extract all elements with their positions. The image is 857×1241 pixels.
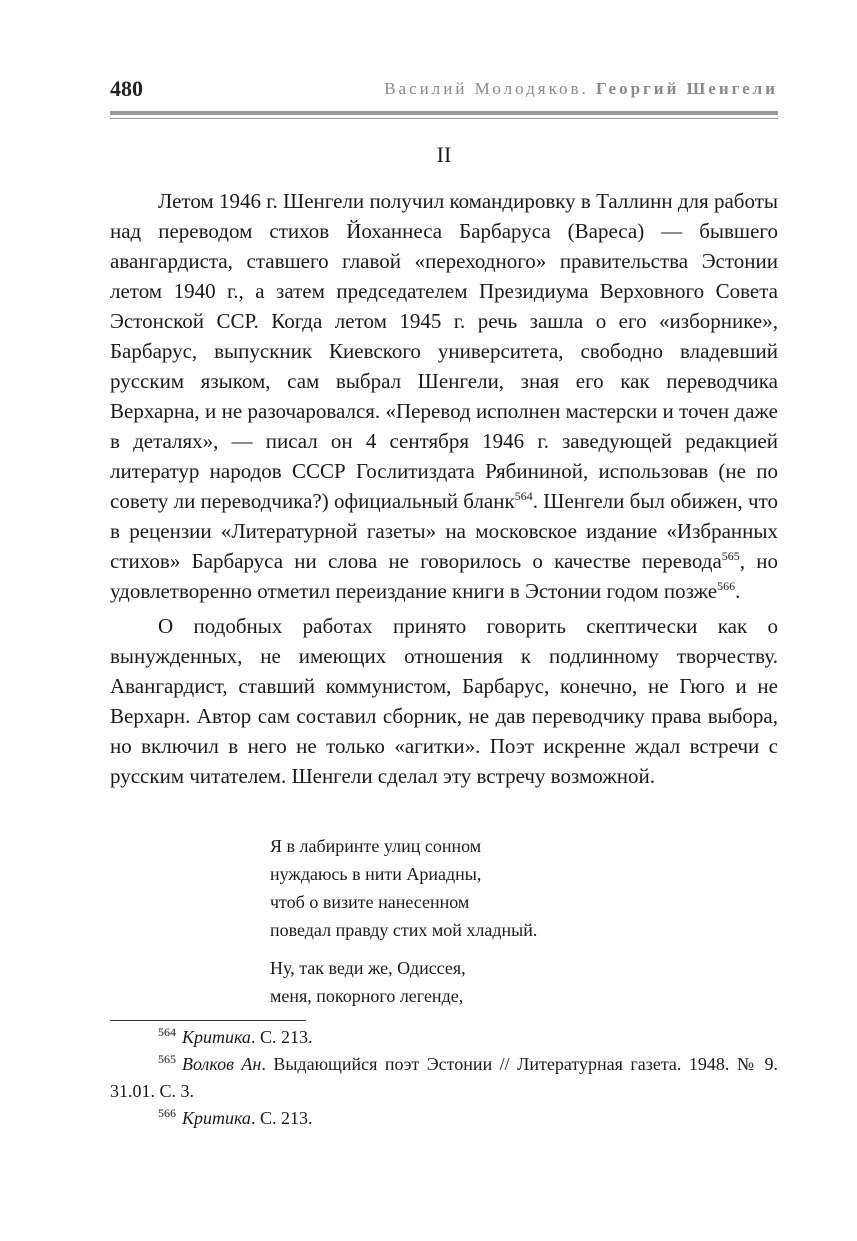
paragraph-1-text-2: . Шенгели был обижен, что в рецензии «Литературной газеты» на московское издание «Избранных стихов» Барбаруса ни слова не говорилось о качестве перевода xyxy=(110,489,778,573)
footnote-ref-564[interactable]: 564 xyxy=(514,489,533,503)
footnote-566 xyxy=(110,1105,778,1132)
paragraph-1-text-3: , но удовлетворенно отметил переиздание книги в Эстонии годом позже xyxy=(110,549,778,603)
poem-line: поведал правду стих мой хладный. xyxy=(270,920,538,940)
poem-stanza-1 xyxy=(270,832,537,944)
footnote-ref-566[interactable]: 566 xyxy=(717,579,736,593)
running-head-author: Василий Молодяков. xyxy=(384,79,589,98)
footnote-text: . Выдающийся поэт Эстонии // Литературная газета. 1948. № 9. 31.01. С. 3. xyxy=(110,1054,778,1101)
body-text xyxy=(110,186,778,791)
paragraph-1-text: Летом 1946 г. Шенгели получил командировку в Таллинн для работы над переводом стихов Йоханнеса Барбаруса (Вареса) — бывшего авангардиста, ставшего главой «переходного» правительства Эстонии летом 1940 г., а затем председателем Президиума Верховного Совета Эстонской ССР. Когда летом 1945 г. речь зашла о его «изборнике», Барбарус, выпускник Киевского университета, свободно владевший русским языком, сам выбрал Шенгели, зная его как переводчика Верхарна, и не разочаровался. «Перевод исполнен мастерски и точен даже в деталях», — писал он 4 сентября 1946 г. заведующей редакцией литератур народов СССР Гослитиздата Рябининой, использовав (не по совету ли переводчика?) официальный бланк xyxy=(110,189,778,513)
footnote-separator xyxy=(110,1020,306,1021)
header-rule-thick xyxy=(110,111,778,115)
footnote-ref-565[interactable]: 565 xyxy=(721,549,740,563)
poem-line: Ну, так веди же, Одиссея, xyxy=(270,958,466,978)
header-rule-thin xyxy=(110,118,778,119)
running-head xyxy=(384,79,778,99)
page-number: 480 xyxy=(110,76,143,101)
footnote-565 xyxy=(110,1051,778,1105)
footnote-number: 565 xyxy=(158,1052,176,1066)
footnote-number: 566 xyxy=(158,1106,176,1120)
footnote-author: Критика xyxy=(182,1108,251,1128)
poem-stanza-2 xyxy=(270,954,537,1010)
footnote-text: . С. 213. xyxy=(250,1108,313,1128)
footnote-564 xyxy=(110,1024,778,1051)
footnote-text: . С. 213. xyxy=(250,1027,313,1047)
paragraph-1-text-4: . xyxy=(735,579,741,603)
poem-quote xyxy=(270,832,537,1010)
poem-line: меня, покорного легенде, xyxy=(270,986,464,1006)
footnotes xyxy=(110,1024,778,1132)
running-head-title: Георгий Шенгели xyxy=(596,79,778,98)
poem-line: чтоб о визите нанесенном xyxy=(270,892,470,912)
poem-line: нуждаюсь в нити Ариадны, xyxy=(270,864,482,884)
paragraph-1 xyxy=(110,186,778,606)
page-header xyxy=(110,72,778,106)
paragraph-2: О подобных работах принято говорить скептически как о вынужденных, не имеющих отношения к подлинному творчеству. Авангардист, ставший коммунистом, Барбарус, конечно, не Гюго и не Верхарн. Автор сам составил сборник, не дав переводчику права выбора, но включил в него не только «агитки». Поэт искренне ждал встречи с русским читателем. Шенгели сделал эту встречу возможной. xyxy=(110,614,778,788)
footnote-author: Критика xyxy=(182,1027,251,1047)
poem-line: Я в лабиринте улиц сонном xyxy=(270,836,482,856)
footnote-number: 564 xyxy=(158,1025,176,1039)
section-number: II xyxy=(436,142,452,167)
footnote-author: Волков Ан xyxy=(182,1054,262,1074)
